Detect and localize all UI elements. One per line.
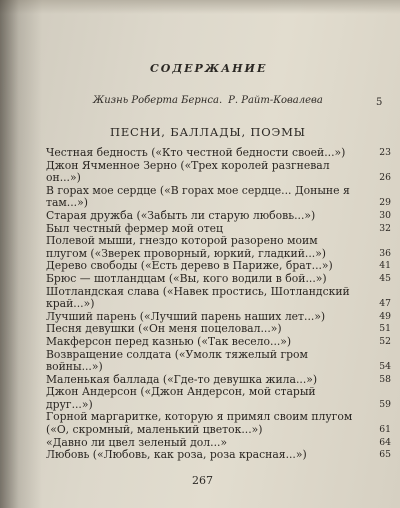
bio-author: Р. Райт-Ковалева bbox=[228, 95, 323, 106]
page-top-edge bbox=[0, 0, 400, 14]
toc-entry-page: 26 bbox=[379, 172, 391, 184]
toc-entry-title: Брюс — шотландцам («Вы, кого водили в бой...») bbox=[46, 271, 327, 285]
toc-entry bbox=[46, 349, 391, 374]
toc-entry bbox=[46, 160, 391, 185]
bio-title: Жизнь Роберта Бернса. bbox=[93, 95, 223, 106]
toc-entry-page: 30 bbox=[379, 209, 391, 221]
toc-entry-page: 36 bbox=[379, 247, 391, 259]
toc-entry-title: Был честный фермер мой отец bbox=[46, 221, 223, 235]
toc-entry-title: Лучший парень («Лучший парень наших лет...») bbox=[46, 309, 326, 323]
toc-entry-page: 41 bbox=[379, 260, 391, 272]
toc-list bbox=[46, 147, 391, 462]
toc-entry bbox=[46, 286, 391, 311]
toc-entry-page: 32 bbox=[379, 222, 391, 234]
toc-entry bbox=[46, 449, 391, 462]
toc-entry-title: Джон Андерсон («Джон Андерсон, мой старый друг...») bbox=[46, 385, 316, 411]
toc-entry-title: Полевой мыши, гнездо которой разорено моим плугом («Зверек проворный, юркий, гладкий...») bbox=[46, 234, 327, 260]
toc-entry-title: Горной маргаритке, которую я примял своим плугом («О, скромный, маленький цветок...») bbox=[46, 410, 353, 437]
toc-entry-title: Дерево свободы («Есть дерево в Париже, брат...») bbox=[46, 259, 333, 273]
toc-entry-page: 47 bbox=[379, 298, 391, 310]
toc-entry-title: Старая дружба («Забыть ли старую любовь...») bbox=[46, 208, 316, 222]
toc-entry-title: Честная бедность («Кто честной бедности своей...») bbox=[46, 146, 346, 159]
toc-entry-page: 64 bbox=[379, 436, 391, 448]
toc-entry-title: «Давно ли цвел зеленый дол...» bbox=[46, 435, 228, 449]
contents-heading: СОДЕРЖАНИЕ bbox=[150, 62, 268, 75]
toc-entry-page: 58 bbox=[379, 373, 391, 385]
toc-entry-page: 29 bbox=[379, 197, 391, 209]
toc-entry bbox=[46, 235, 391, 260]
toc-entry-page: 54 bbox=[379, 361, 391, 373]
toc-entry-page: 65 bbox=[379, 449, 391, 461]
bio-page-number: 5 bbox=[376, 97, 383, 108]
toc-entry-title: Макферсон перед казнью («Так весело...») bbox=[46, 334, 292, 348]
toc-entry-title: Возвращение солдата («Умолк тяжелый гром войны...») bbox=[46, 347, 308, 374]
toc-entry-title: В горах мое сердце («В горах мое сердце... Доныне я там...») bbox=[46, 183, 350, 210]
toc-entry-page: 23 bbox=[379, 147, 391, 158]
toc-entry-page: 61 bbox=[379, 424, 391, 436]
spine-shadow bbox=[0, 0, 42, 508]
toc-entry-title: Любовь («Любовь, как роза, роза красная...») bbox=[46, 448, 307, 462]
toc-entry-page: 52 bbox=[379, 335, 391, 347]
toc-entry-page: 59 bbox=[379, 398, 391, 410]
page-number: 267 bbox=[192, 474, 213, 487]
bio-entry bbox=[93, 95, 393, 106]
toc-entry-page: 51 bbox=[379, 323, 391, 335]
toc-entry-title: Шотландская слава («Навек простись, Шотландский край...») bbox=[46, 284, 350, 311]
toc-entry bbox=[46, 411, 391, 436]
toc-entry bbox=[46, 386, 391, 411]
toc-entry-title: Маленькая баллада («Где-то девушка жила...») bbox=[46, 372, 318, 386]
toc-entry bbox=[46, 185, 391, 210]
toc-entry-page: 45 bbox=[379, 272, 391, 284]
toc-entry-page: 49 bbox=[379, 310, 391, 322]
toc-entry-title: Песня девушки («Он меня поцеловал...») bbox=[46, 322, 282, 336]
section-title: ПЕСНИ, БАЛЛАДЫ, ПОЭМЫ bbox=[110, 125, 306, 139]
toc-entry-title: Джон Ячменное Зерно («Трех королей разгневал он...») bbox=[46, 158, 330, 185]
